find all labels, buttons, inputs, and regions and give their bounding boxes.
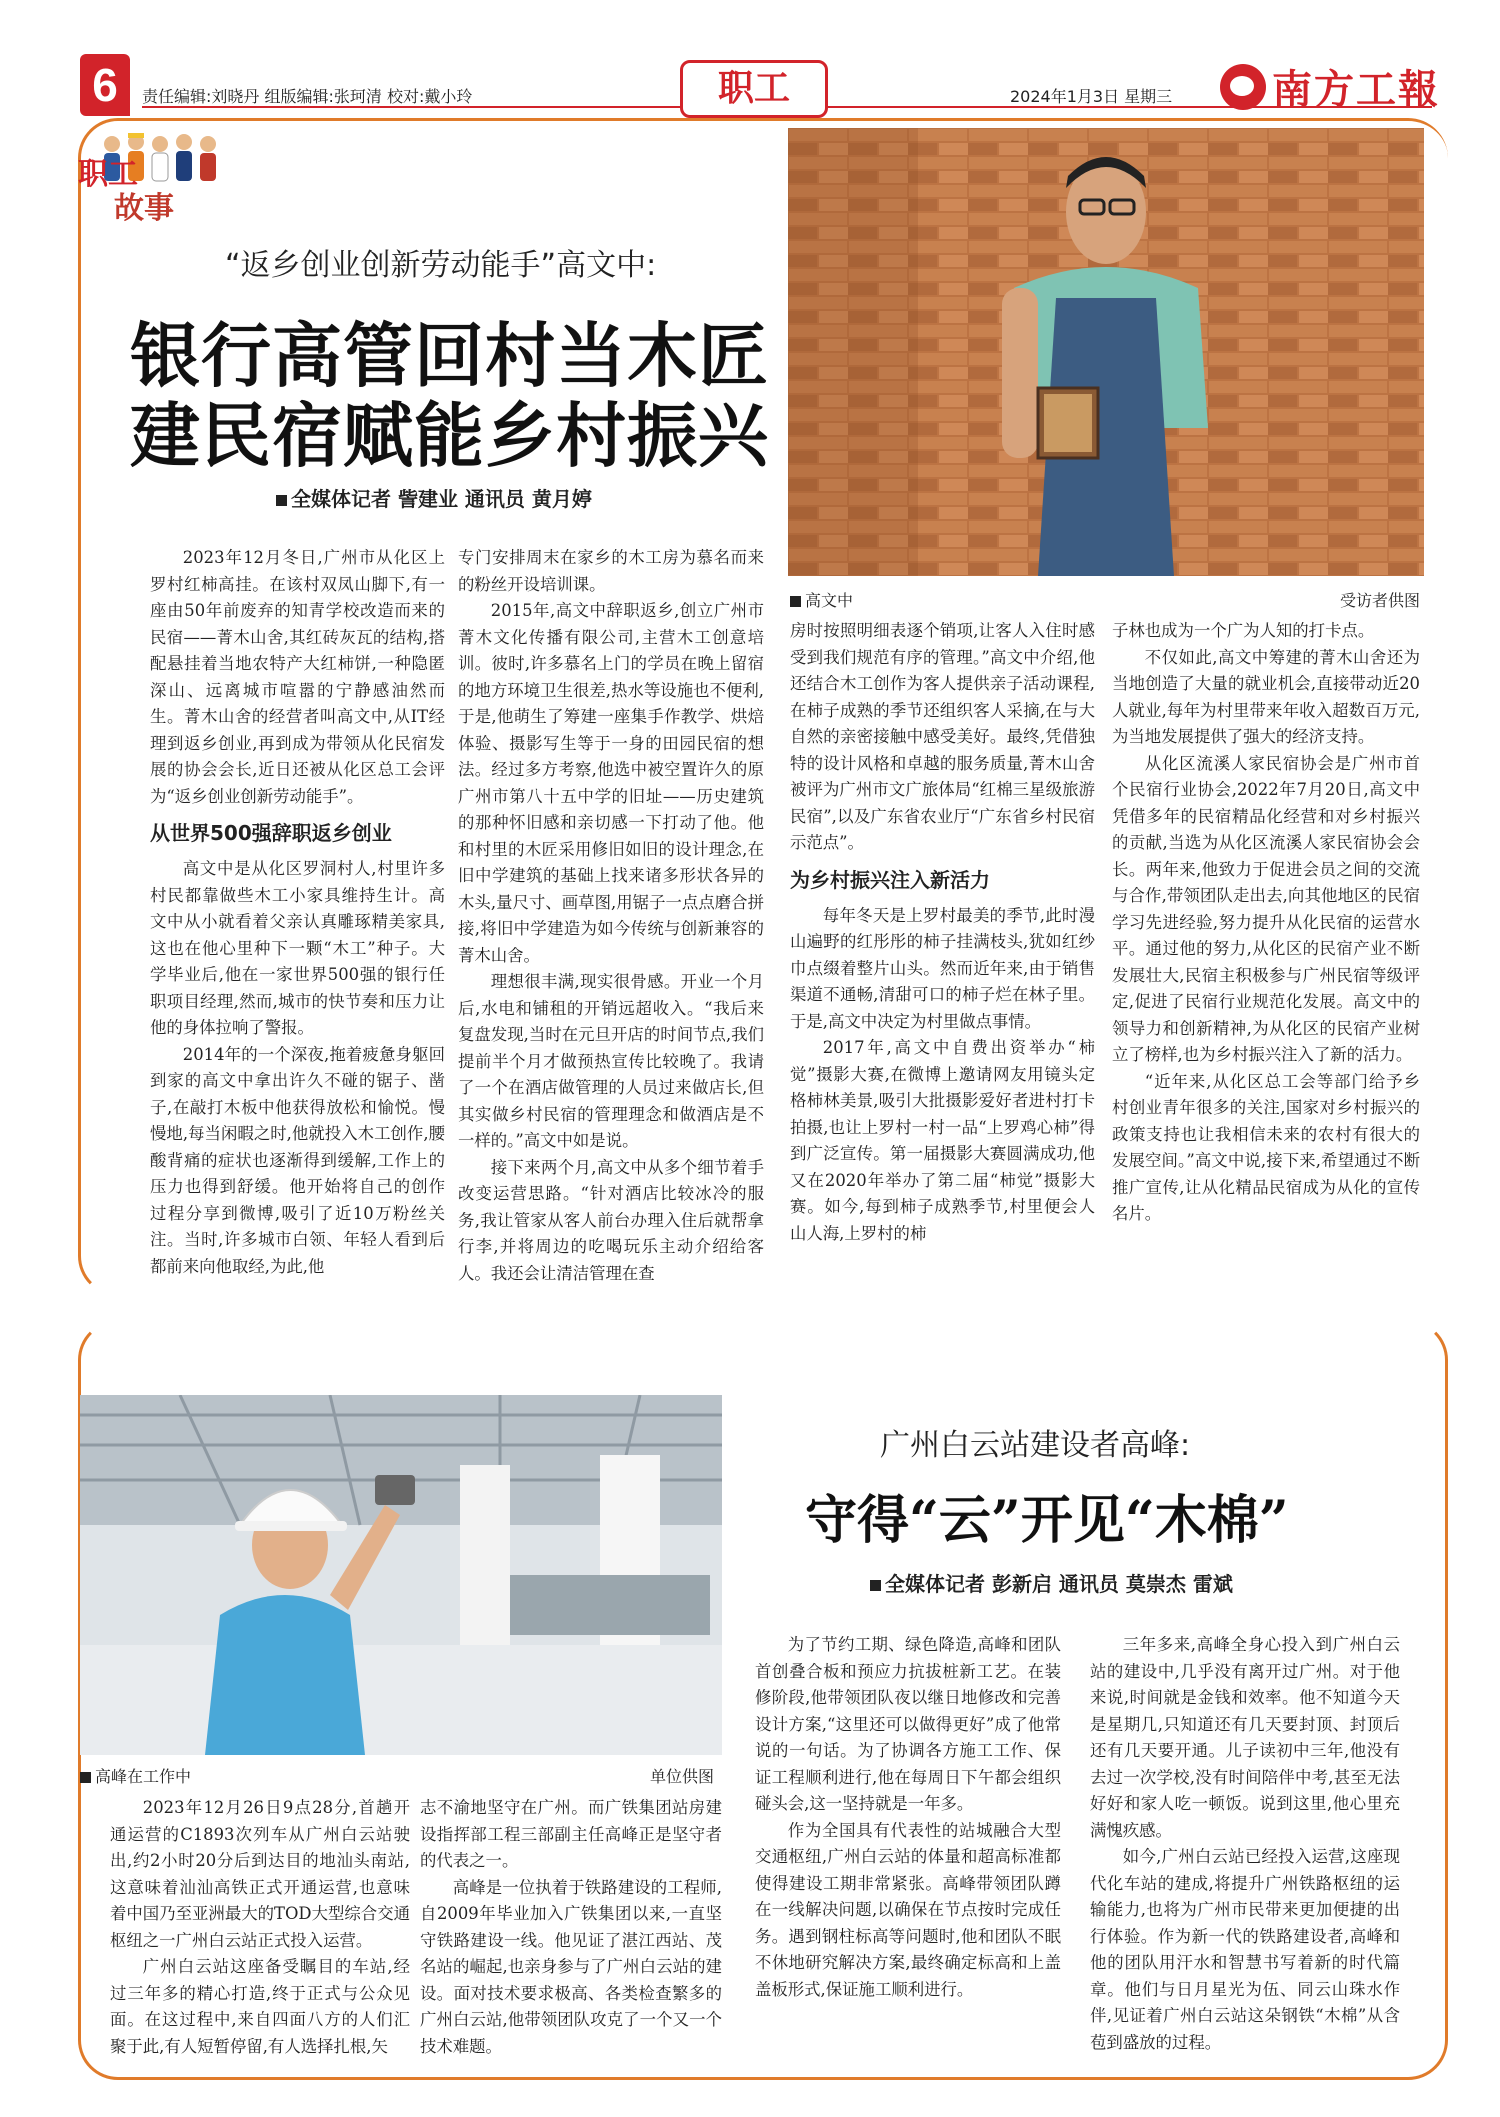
paragraph: 理想很丰满,现实很骨感。开业一个月后,水电和铺租的开销远超收入。“我后来复盘发现,当时在元旦开店的时间节点,我们提前半个月才做预热宣传比较晚了。我请了一个在酒店做管理的人员过来做店长,但其实做乡村民宿的管理理念和做酒店是不一样的。”高文中如是说。 [458, 972, 764, 1150]
story1-photo [788, 128, 1424, 576]
paragraph: 作为全国具有代表性的站城融合大型交通枢纽,广州白云站的体量和超高标准都使得建设工期非常紧张。高峰带领团队蹲在一线解决问题,以确保在节点按时完成任务。遇到钢柱标高等问题时,他和团队不眠不休地研究解决方案,最终确定标高和上盖盖板形式,保证施工顺利进行。 [755, 1820, 1061, 1999]
paragraph: 2015年,高文中辞职返乡,创立广州市菁木文化传播有限公司,主营木工创意培训。彼时,许多慕名上门的学员在晚上留宿的地方环境卫生很差,热水等设施也不便利,于是,他萌生了筹建一座集手作教学、烘焙体验、摄影写生等于一身的田园民宿的想法。经过多方考察,他选中被空置许久的原广州市第八十五中学的旧址——历史建筑的那种怀旧感和亲切感一下打动了他。他和村里的木匠采用修旧如旧的设计理念,在旧中学建筑的基础上找来诸多形状各异的木头,量尺寸、画草图,用锯子一点点磨合拼接,将旧中学建造为如今传统与创新兼容的菁木山舍。 [458, 601, 764, 965]
story1-byline [276, 483, 592, 512]
story1-photo-caption [790, 588, 853, 611]
bullet-square-icon [276, 495, 287, 506]
column-label-line1: 职工 [78, 157, 138, 192]
paragraph: 每年冬天是上罗村最美的季节,此时漫山遍野的红彤彤的柿子挂满枝头,犹如红纱巾点缀着整片山头。然而近年来,由于销售渠道不通畅,清甜可口的柿子烂在林子里。于是,高文中决定为村里做点事情。 [790, 905, 1095, 1031]
paragraph: 2023年12月26日9点28分,首趟开通运营的C1893次列车从广州白云站驶出,约2小时20分后到达目的地汕头南站,这意味着汕汕高铁正式开通运营,也意味着中国乃至亚洲最大的TOD大型综合交通枢纽之一广州白云站正式投入运营。 [110, 1798, 410, 1950]
story1-headline-line2: 建民宿赋能乡村振兴 [130, 394, 769, 477]
story2-column-3 [755, 1632, 1061, 2003]
logo-text: 南方工報 [1272, 66, 1440, 113]
bullet-square-icon [80, 1772, 91, 1783]
paragraph: 房时按照明细表逐个销项,让客人入住时感受到我们规范有序的管理。”高文中介绍,他还结合木工创作为客人提供亲子活动课程,在柿子成熟的季节还组织客人采摘,在与大自然的亲密接触中感受美好。最终,凭借独特的设计风格和卓越的服务质量,菁木山舍被评为广州市文广旅体局“红棉三星级旅游民宿”,以及广东省农业厅“广东省乡村民宿示范点”。 [790, 621, 1095, 852]
story2-kicker: 广州白云站建设者高峰: [880, 1428, 1191, 1463]
paragraph: 三年多来,高峰全身心投入到广州白云站的建设中,几乎没有离开过广州。对于他来说,时间就是金钱和效率。他不知道今天是星期几,只知道还有几天要封顶、封顶后还有几天要开通。儿子读初中三年,他没有去过一次学校,没有时间陪伴中考,甚至无法好好和家人吃一顿饭。说到这里,他心里充满愧疚感。 [1090, 1635, 1400, 1840]
paragraph: 子林也成为一个广为人知的打卡点。 [1112, 621, 1375, 640]
issue-date: 2024年1月3日 星期三 [1010, 87, 1173, 106]
paragraph: 2023年12月冬日,广州市从化区上罗村红柿高挂。在该村双凤山脚下,有一座由50年前废弃的知青学校改造而来的民宿——菁木山舍,其红砖灰瓦的结构,搭配悬挂着当地农特产大红柿饼,一种隐匿深山、远离城市喧嚣的宁静感油然而生。菁木山舍的经营者叫高文中,从IT经理到返乡创业,再到成为带领从化民宿发展的协会会长,近日还被从化区总工会评为“返乡创业创新劳动能手”。 [150, 548, 445, 806]
bullet-square-icon [870, 1580, 881, 1591]
story1-kicker: “返乡创业创新劳动能手”高文中: [225, 248, 657, 283]
story2-headline: 守得“云”开见“木棉” [805, 1490, 1289, 1551]
station-interior-image [80, 1395, 722, 1755]
subheading: 从世界500强辞职返乡创业 [150, 821, 392, 845]
story1-byline-text: 全媒体记者 訾建业 通讯员 黄月婷 [291, 487, 592, 511]
paragraph: 2017年,高文中自费出资举办“柿觉”摄影大赛,在微博上邀请网友用镜头定格柿林美景,吸引大批摄影爱好者进村打卡拍摄,也让上罗村一村一品“上罗鸡心柿”得到广泛宣传。第一届摄影大赛圆满成功,他又在2020年举办了第二届“柿觉”摄影大赛。如今,每到柿子成熟季节,村里便会人山人海,上罗村的柿 [790, 1038, 1095, 1243]
column-label-line2: 故事 [114, 191, 174, 226]
story2-photo [80, 1395, 722, 1755]
paragraph: 不仅如此,高文中筹建的菁木山舍还为当地创造了大量的就业机会,直接带动近20人就业,每年为村里带来年收入超数百万元,为当地发展提供了强大的经济支持。 [1112, 647, 1420, 746]
story1-headline-line1: 银行高管回村当木匠 [130, 314, 769, 397]
logo-mark-icon [1220, 64, 1266, 110]
story1-caption-text: 高文中 [805, 591, 854, 610]
story1-column-2 [458, 545, 764, 1287]
story2-caption-text: 高峰在工作中 [95, 1767, 192, 1786]
story2-photo-credit: 单位供图 [650, 1767, 715, 1786]
paragraph: 如今,广州白云站已经投入运营,这座现代化车站的建成,将提升广州铁路枢纽的运输能力,也将为广州市民带来更加便捷的出行体验。作为新一代的铁路建设者,高峰和他的团队用汗水和智慧书写着新的时代篇章。他们与日月星光为伍、同云山珠水作伴,见证着广州白云站这朵钢铁“木棉”从含苞到盛放的过程。 [1090, 1847, 1400, 2052]
subheading: 为乡村振兴注入新活力 [790, 867, 990, 892]
bullet-square-icon [790, 596, 801, 607]
paragraph: 广州白云站这座备受瞩目的车站,经过三年多的精心打造,终于正式与公众见面。在这过程中,来自四面八方的人们汇聚于此,有人短暂停留,有人选择扎根,矢 [110, 1957, 410, 2056]
story2-column-4 [1090, 1632, 1400, 2056]
story2-byline-text: 全媒体记者 彭新启 通讯员 莫崇杰 雷斌 [885, 1572, 1233, 1596]
paragraph: 接下来两个月,高文中从多个细节着手改变运营思路。“针对酒店比较冰冷的服务,我让管家从客人前台办理入住后就帮拿行李,并将周边的吃喝玩乐主动介绍给客人。我还会让清洁管理在查 [458, 1157, 764, 1283]
newspaper-logo [1220, 58, 1440, 115]
story1-photo-credit: 受访者供图 [1340, 591, 1421, 610]
section-title: 职工 [680, 60, 828, 118]
story2-photo-caption [80, 1764, 191, 1787]
paragraph: “近年来,从化区总工会等部门给予乡村创业青年很多的关注,国家对乡村振兴的政策支持也让我相信未来的农村有很大的发展空间。”高文中说,接下来,希望通过不断推广宣传,让从化精品民宿成为从化的宣传名片。 [1112, 1071, 1420, 1223]
paragraph: 高文中是从化区罗洞村人,村里许多村民都靠做些木工小家具维持生计。高文中从小就看着父亲认真雕琢精美家具,这也在他心里种下一颗“木工”种子。大学毕业后,他在一家世界500强的银行任职项目经理,然而,城市的快节奏和压力让他的身体拉响了警报。 [150, 859, 445, 1037]
paragraph: 从化区流溪人家民宿协会是广州市首个民宿行业协会,2022年7月20日,高文中凭借多年的民宿精品化经营和对乡村振兴的贡献,当选为从化区流溪人家民宿协会会长。两年来,他致力于促进会员之间的交流与合作,带领团队走出去,向其他地区的民宿学习先进经验,努力提升从化民宿的运营水平。通过他的努力,从化区的民宿产业不断发展壮大,民宿主积极参与广州民宿等级评定,促进了民宿行业规范化发展。高文中的领导力和创新精神,为从化区的民宿产业树立了榜样,也为乡村振兴注入了新的活力。 [1112, 753, 1420, 1064]
column-label [78, 158, 174, 226]
paragraph: 为了节约工期、绿色降造,高峰和团队首创叠合板和预应力抗拔桩新工艺。在装修阶段,他带领团队夜以继日地修改和完善设计方案,“这里还可以做得更好”成了他常说的一句话。为了协调各方施工工作、保证工程顺利进行,他在每周日下午都会组织碰头会,这一坚持就是一年多。 [755, 1635, 1061, 1813]
story2-column-2 [420, 1795, 722, 2060]
story1-column-1 [150, 545, 445, 1280]
story1-column-4 [1112, 618, 1420, 1228]
story2-column-1 [110, 1795, 410, 2060]
paragraph: 2014年的一个深夜,拖着疲惫身躯回到家的高文中拿出许久不碰的锯子、凿子,在敲打木板中他获得放松和愉悦。慢慢地,每当闲暇之时,他就投入木工创作,腰酸背痛的症状也逐渐得到缓解,工作上的压力也得到舒缓。他开始将自己的创作过程分享到微博,吸引了近10万粉丝关注。当时,许多城市白领、年轻人看到后都前来向他取经,为此,他 [150, 1044, 445, 1276]
paragraph: 志不渝地坚守在广州。而广铁集团站房建设指挥部工程三部副主任高峰正是坚守者的代表之一。 [420, 1798, 722, 1870]
page-number: 6 [80, 54, 130, 116]
brick-wall-portrait-image [788, 128, 1424, 576]
editor-credits: 责任编辑:刘晓丹 组版编辑:张珂清 校对:戴小玲 [142, 87, 473, 106]
story1-column-3 [790, 618, 1095, 1247]
paragraph: 专门安排周末在家乡的木工房为慕名而来的粉丝开设培训课。 [458, 548, 764, 594]
paragraph: 高峰是一位执着于铁路建设的工程师,自2009年毕业加入广铁集团以来,一直坚守铁路建设一线。他见证了湛江西站、茂名站的崛起,也亲身参与了广州白云站的建设。面对技术要求极高、各类检查繁多的广州白云站,他带领团队攻克了一个又一个技术难题。 [420, 1877, 722, 2056]
story2-byline [870, 1568, 1233, 1597]
